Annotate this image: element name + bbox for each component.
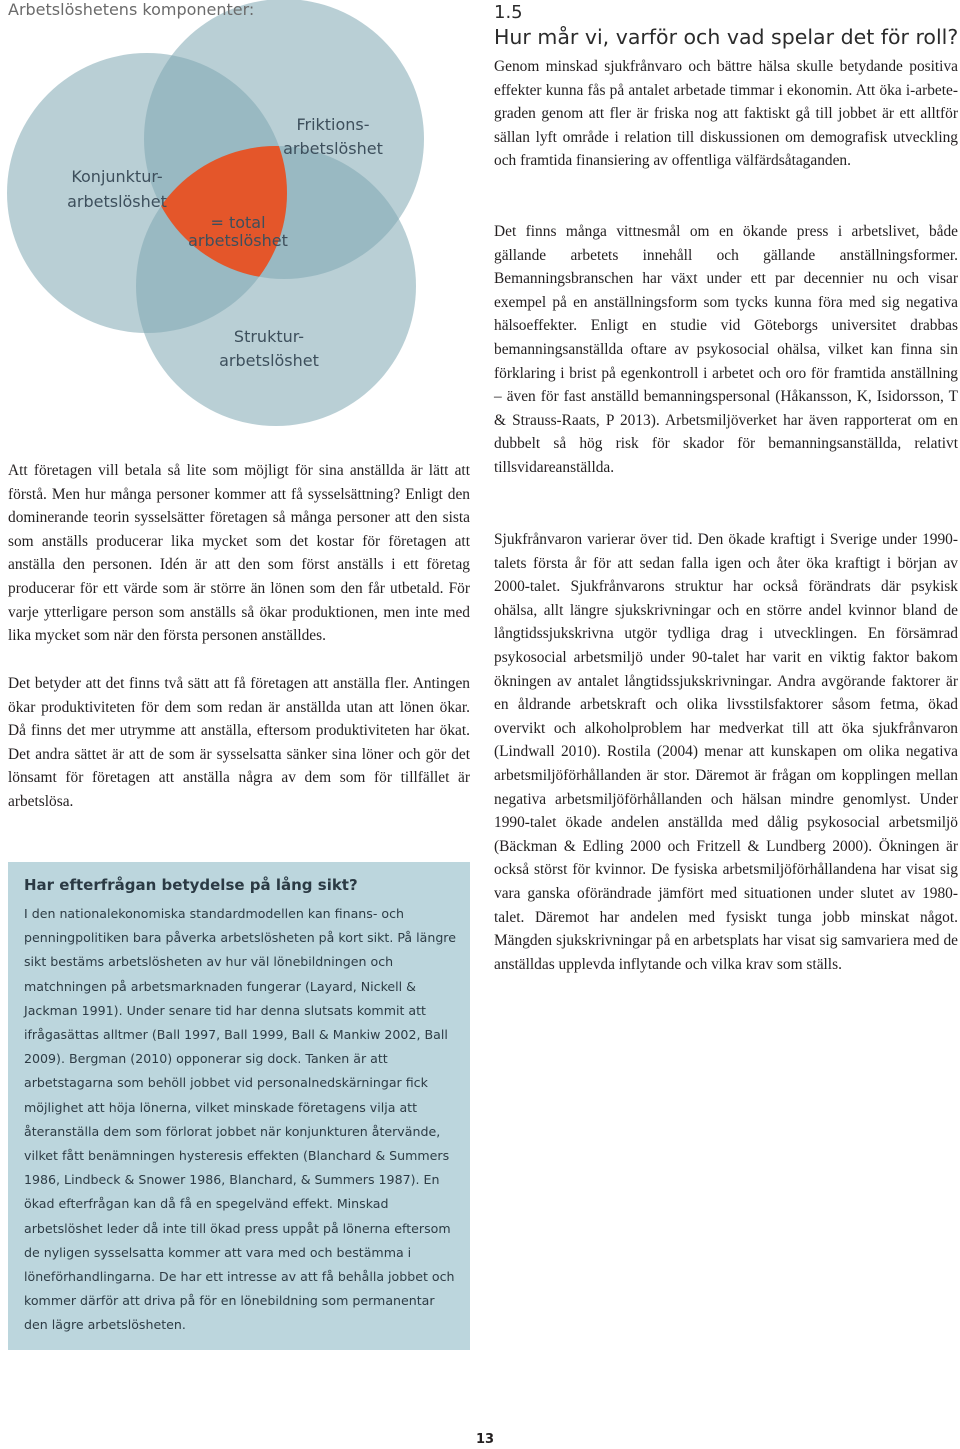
diagram-title: Arbetslöshetens komponenter: (8, 0, 255, 19)
page-number: 13 (476, 1432, 495, 1447)
friktions-label-2: arbetslöshet (283, 139, 383, 158)
section-number: 1.5 (494, 2, 523, 23)
friktions-label-1: Friktions- (296, 115, 370, 134)
total-label-2: arbetslöshet (188, 231, 288, 250)
total-label-1: = total (210, 213, 266, 232)
section-title: Hur mår vi, varför och vad spelar det för roll? (494, 25, 959, 49)
struktur-label-1: Struktur- (233, 327, 305, 346)
left-paragraph-1: Att företagen vill betala så lite som möjligt för sina anställda är lätt att förstå. Men hur många personer kommer att få sysselsättning? Enligt den dominerande teorin sysselsätter företagen så många personer att den sista som anställs producerar lika mycket som det kostar för företagen att anställa den personen. Idén är att den som först anställs i ett företag producerar för ett värde som är större än lönen som den får utbetald. För varje ytterligare person som anställs så ökar produktionen, men inte med lika mycket som när den första personen anställdes. (8, 462, 470, 645)
right-paragraph-2: Det finns många vittnesmål om en ökande press i arbetslivet, både gällande arbetets innehåll och gällande anställningsformer. Bemanningsbranschen har växt under ett par decennier nu och visar exempel på en anställningsform som tycks kunna föra med sig negativa hälsoeffekter. Enligt en studie vid Göteborgs universitet drabbas bemanningsanställda oftare av psykosocial ohälsa, vilket kan finna sin förklaring i brist på egenkontroll i arbetet och oro för framtida anställning – även för fast anställd bemanningspersonal (Håkansson, K, Isidorsson, T & Strauss-Raats, P 2013). Arbetsmiljöverket har även rapporterat om en dubbelt så hög risk för skador för bemanningsanställda, relativt tillsvidareanställda. (494, 223, 958, 476)
venn-diagram (0, 0, 480, 440)
struktur-label-2: arbetslöshet (219, 351, 319, 370)
fact-box-text: I den nationalekonomiska standardmodellen kan finans- och penningpolitiken bara påverka arbetslösheten på kort sikt. På längre sikt bestäms arbetslösheten av hur väl lönebildningen och matchningen på arbetsmarknaden fungerar (Layard, Nickell & Jackman 1991). Under senare tid har denna slutsats kommit att ifrågasättas alltmer (Ball 1997, Ball 1999, Ball & Mankiw 2002, Ball 2009). Bergman (2010) opponerar sig dock. Tanken är att arbetstagarna som behöll jobbet vid personalnedskärningar fick möjlighet att höja lönerna, vilket minskade företagens vilja att återanställa dem som förlorat jobbet när konjunkturen återvände, vilket fått benämningen hysteresis effekten (Blanchard & Summers 1986, Lindbeck & Snower 1986, Blanchard, & Summers 1987). En ökad efterfrågan kan då få en spegelvänd effekt. Minskad arbetslöshet leder då inte till ökad press uppåt på lönerna eftersom de nyligen sysselsatta kommer att vara med och bestämma i löneförhandlingarna. De har ett intresse av att få behålla jobbet och kommer därför att driva på för en lönebildning som permanentar den lägre arbetslösheten. (24, 906, 456, 1333)
fact-box-heading: Har efterfrågan betydelse på lång sikt? (24, 876, 358, 894)
konjunktur-label-1: Konjunktur- (71, 167, 163, 186)
konjunktur-label-2: arbetslöshet (67, 192, 167, 211)
right-paragraph-1: Genom minskad sjukfrånvaro och bättre hälsa skulle betydande positiva effekter kunna fås på antalet arbetade timmar i ekonomin. Att öka i-arbete-graden genom att fler är friska nog att faktiskt gå till jobbet är ett alltför sällan lyft område i relation till diskussionen om demografisk utveckling och framtida finansiering av offentliga välfärdsåtaganden. (494, 58, 958, 170)
fact-box (8, 862, 470, 1350)
right-paragraph-3: Sjukfrånvaron varierar över tid. Den ökade kraftigt i Sverige under 1990-talets första år för att sedan falla igen och åter öka kraftigt i början av 2000-talet. Sjukfrånvarons struktur har också förändrats där psykisk ohälsa, allt längre sjukskrivningar och en större andel kvinnor bland de långtidssjukskrivna utgör tydliga drag i utvecklingen. En försämrad psykosocial arbetsmiljö under 90-talet har varit en viktig faktor bakom ökningen av antalet långtidssjukskrivningar. Andra avgörande faktorer är en åldrande arbetskraft och olika livsstilsfaktorer såsom fetma, ökad overvikt och alkoholproblem har medverkat till att öka sjukfrånvaron (Lindwall 2010). Rostila (2004) menar att kunskapen om olika negativa arbetsmiljöförhållanden är stor. Däremot är frågan om kopplingen mellan negativa arbetsmiljöförhållanden och hälsan mindre genomlyst. Under 1990-talet ökade andelen anställda med dålig psykosocial arbetsmiljö (Bäckman & Edling 2000 och Fritzell & Lundberg 2000). Ökningen är också störst för kvinnor. De fysiska arbetsmiljöförhållandena har visat sig vara ganska oförändrade jämfört med situationen under slutet av 1980-talet. Däremot har andelen med fysiskt tunga jobb minskat något. Mängden sjukskrivningar på en arbetsplats har visat sig samvariera med de anställdas upplevda inflytande och vilka krav som ställs. (494, 531, 958, 973)
left-paragraph-2: Det betyder att det finns två sätt att få företagen att anställa fler. Antingen ökar produktiviteten för dem som redan är anställda utan att lönen ökar. Då finns det mer utrymme att anställa, eftersom produktiviteten har ökat. Det andra sättet är att de som är sysselsatta sänker sina löner och gör det lönsamt för företagen att anställa några av dem som för tillfället är arbetslösa. (8, 675, 470, 810)
